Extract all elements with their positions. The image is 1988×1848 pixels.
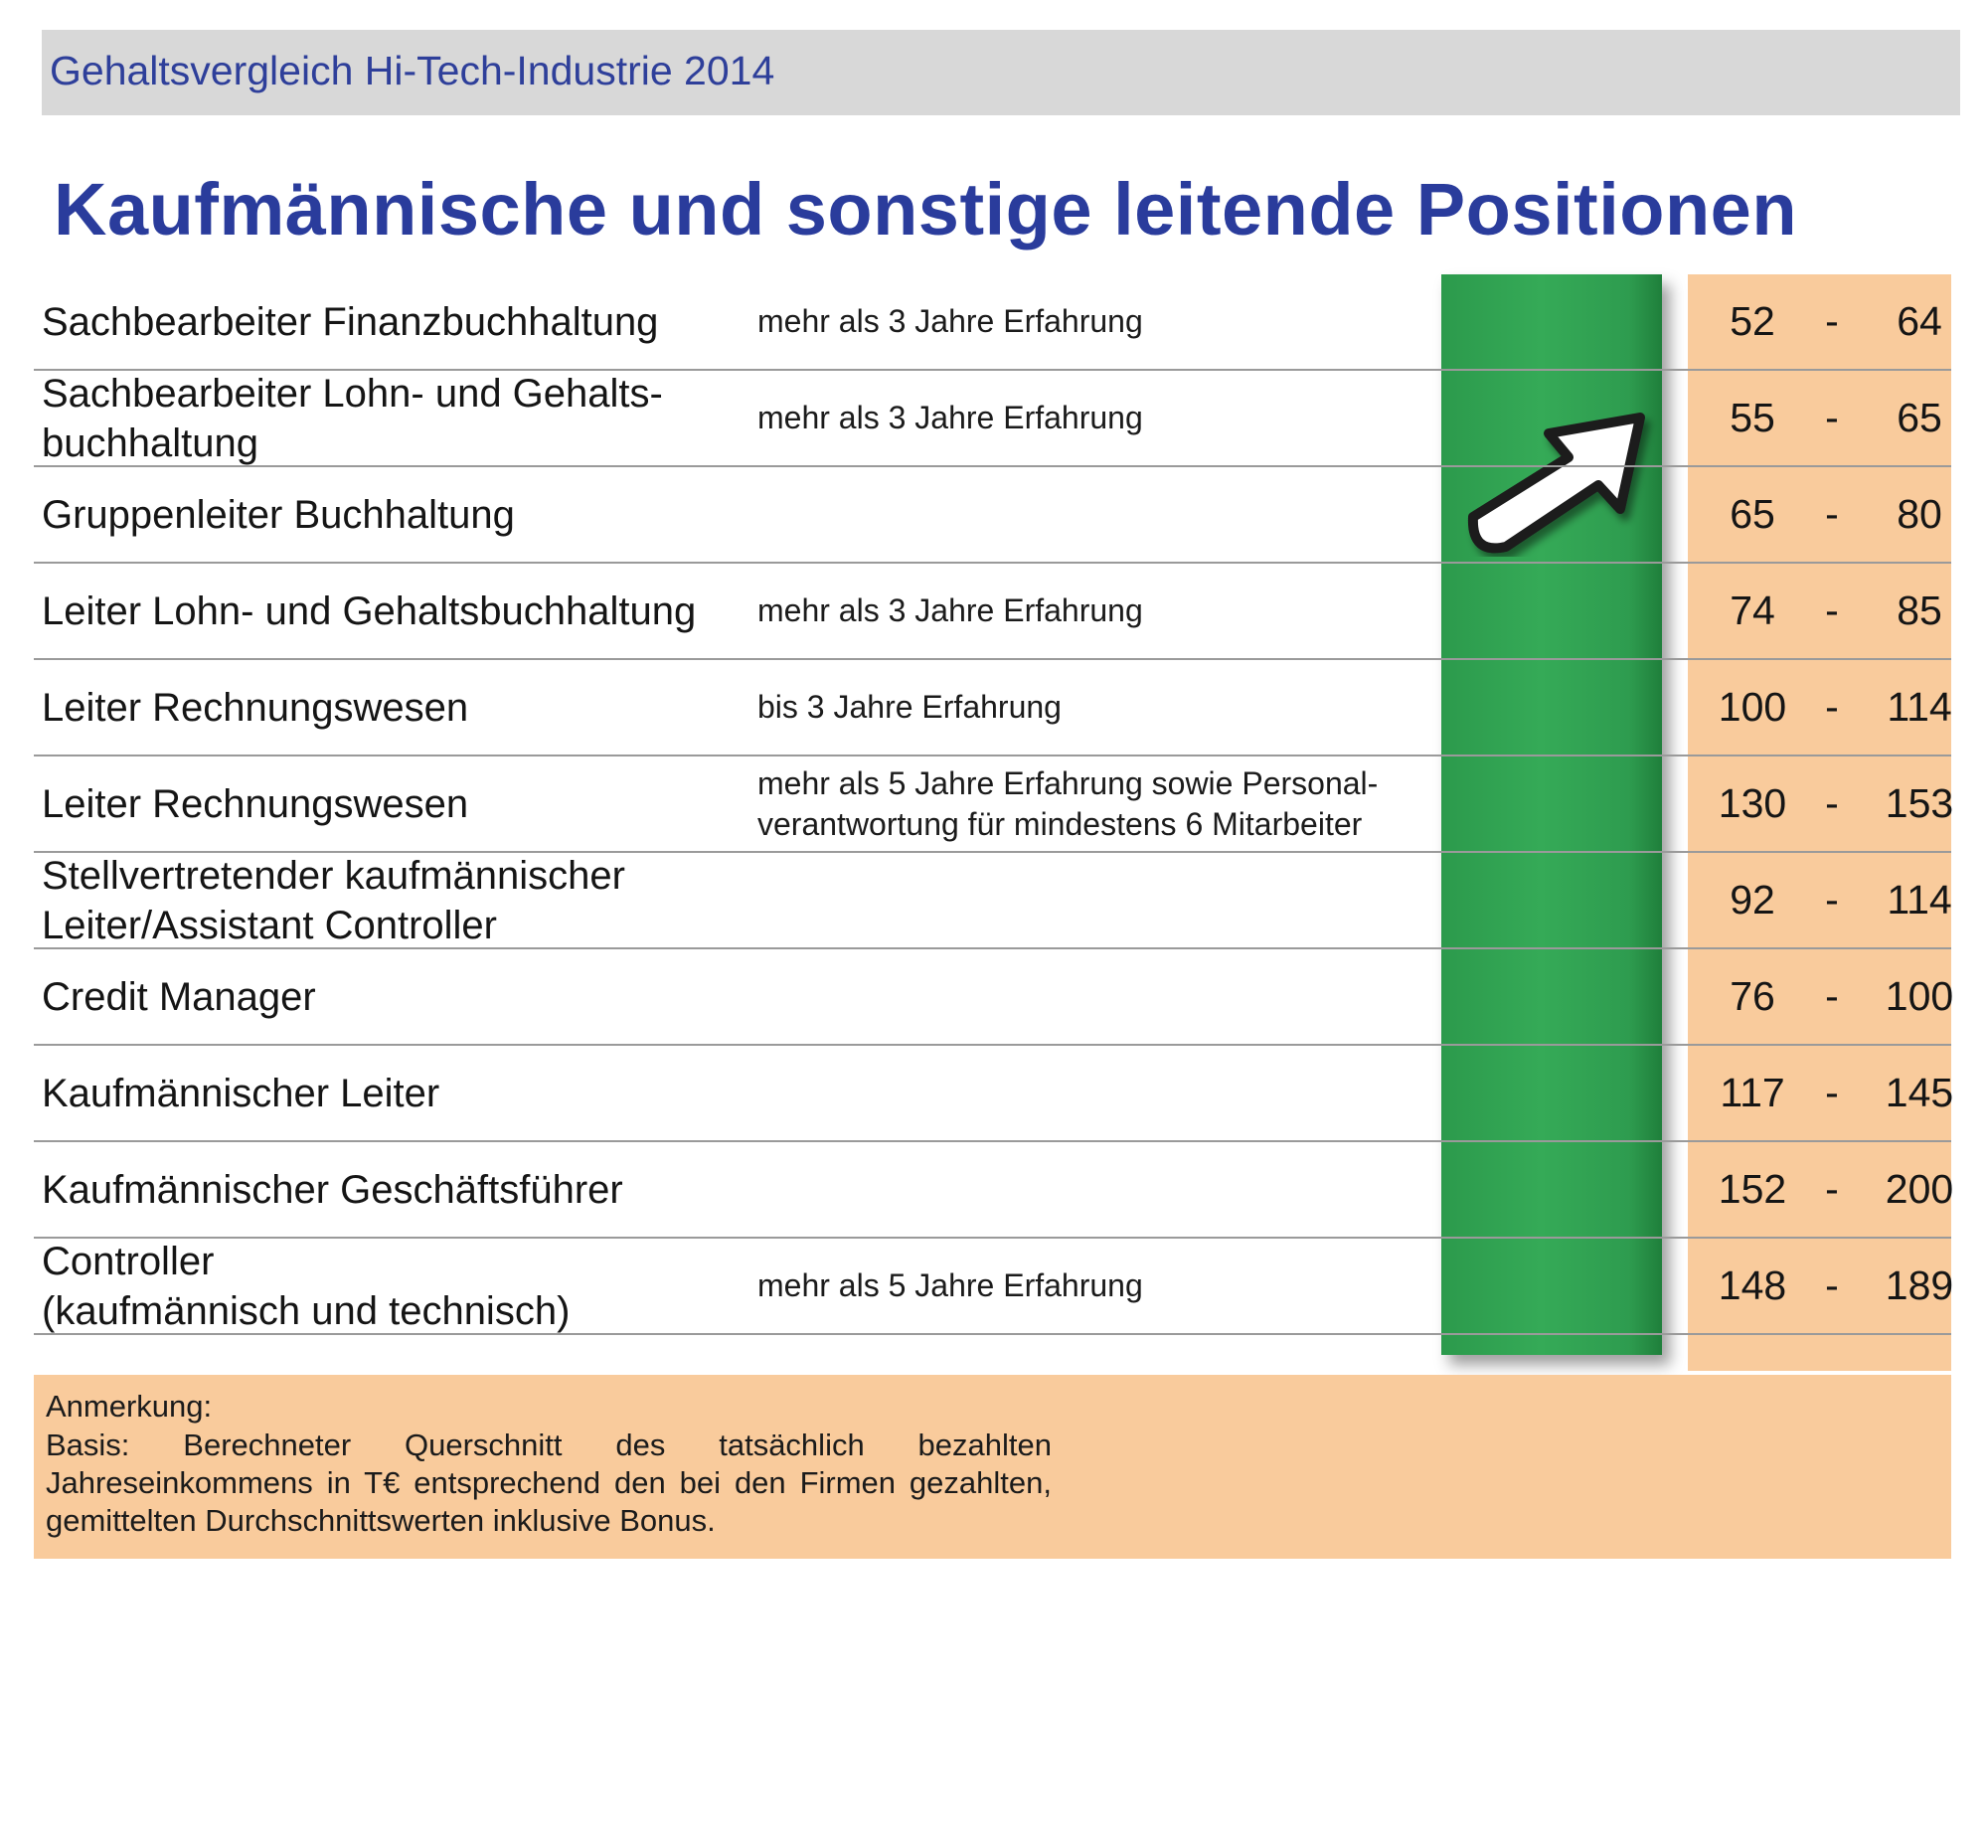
position-label-text: Gruppenleiter Buchhaltung — [42, 492, 515, 537]
salary-range-separator-text: - — [1825, 684, 1839, 730]
salary-range-separator-text: - — [1825, 1262, 1839, 1308]
salary-min-text: 152 — [1718, 1166, 1787, 1212]
experience-note-text: bis 3 Jahre Erfahrung — [757, 689, 1062, 725]
table-row — [34, 1046, 1954, 1142]
salary-range-separator-text: - — [1825, 1070, 1839, 1115]
salary-range-separator — [1817, 660, 1847, 755]
table-row — [34, 467, 1951, 564]
salary-max-text: 114 — [1887, 684, 1952, 730]
salary-min — [1688, 949, 1817, 1044]
table-row — [34, 274, 1951, 371]
position-label — [42, 274, 757, 369]
salary-range-separator — [1817, 853, 1847, 947]
salary-max — [1855, 660, 1984, 755]
salary-range-separator — [1817, 1142, 1847, 1237]
salary-min — [1688, 371, 1817, 465]
salary-max — [1855, 949, 1984, 1044]
footnote-box — [34, 1375, 1951, 1559]
salary-range-separator — [1817, 1239, 1847, 1333]
position-label-text: Sachbearbeiter Lohn- und Gehalts- buchhaltung — [42, 371, 663, 465]
salary-min — [1688, 564, 1817, 658]
table-row — [34, 1142, 1954, 1239]
position-label-text: Controller (kaufmännisch und technisch) — [42, 1239, 571, 1333]
salary-min-text: 74 — [1730, 588, 1775, 633]
salary-max — [1855, 371, 1984, 465]
salary-range-separator — [1817, 274, 1847, 369]
salary-min-text: 130 — [1718, 780, 1787, 826]
salary-max — [1855, 467, 1984, 562]
experience-note — [757, 756, 1453, 851]
position-label-text: Kaufmännischer Geschäftsführer — [42, 1167, 623, 1212]
salary-min — [1688, 660, 1817, 755]
header-title: Gehaltsvergleich Hi-Tech-Industrie 2014 — [50, 48, 775, 93]
table-row — [34, 660, 1951, 756]
salary-range-separator — [1817, 949, 1847, 1044]
salary-range-separator-text: - — [1825, 491, 1839, 537]
salary-range-separator-text: - — [1825, 780, 1839, 826]
position-label — [42, 1046, 757, 1140]
salary-min-text: 117 — [1720, 1070, 1785, 1115]
salary-max — [1855, 853, 1984, 947]
salary-min-text: 65 — [1730, 491, 1775, 537]
table-row — [34, 949, 1954, 1046]
experience-note — [757, 371, 1453, 465]
position-label — [42, 660, 757, 755]
salary-max-text: 145 — [1885, 1070, 1954, 1115]
footnote-heading: Anmerkung: — [46, 1389, 213, 1424]
salary-min — [1688, 1239, 1817, 1333]
salary-max-text: 189 — [1885, 1262, 1954, 1308]
salary-min-text: 55 — [1730, 395, 1775, 440]
position-label-text: Sachbearbeiter Finanzbuchhaltung — [42, 299, 659, 344]
experience-note-text: mehr als 5 Jahre Erfahrung sowie Personal- verantwortung für mindestens 6 Mitarbeiter — [757, 764, 1379, 842]
salary-max-text: 65 — [1897, 395, 1942, 440]
experience-note-text: mehr als 5 Jahre Erfahrung — [757, 1267, 1143, 1303]
salary-min-text: 76 — [1730, 973, 1775, 1019]
salary-min-text: 52 — [1730, 298, 1775, 344]
salary-range-separator — [1817, 371, 1847, 465]
salary-range-separator-text: - — [1825, 588, 1839, 633]
salary-min — [1688, 1046, 1817, 1140]
salary-max — [1855, 564, 1984, 658]
salary-min — [1688, 467, 1817, 562]
table-row — [34, 756, 1954, 853]
salary-max — [1855, 756, 1984, 851]
table-row — [34, 371, 1951, 467]
salary-min-text: 92 — [1730, 877, 1775, 923]
salary-max-text: 114 — [1887, 877, 1952, 923]
footnote-text: Basis: Berechneter Querschnitt des tatsächlich bezahlten Jahreseinkommens in T€ entsprechend den bei den Firmen gezahlten, gemittelten Durchschnittswerten inklusive Bonus. — [46, 1428, 1052, 1538]
salary-max-text: 85 — [1897, 588, 1942, 633]
salary-range-separator-text: - — [1825, 973, 1839, 1019]
salary-min — [1688, 756, 1817, 851]
salary-range-separator-text: - — [1825, 877, 1839, 923]
salary-range-separator — [1817, 467, 1847, 562]
experience-note — [757, 564, 1453, 658]
salary-range-separator-text: - — [1825, 1166, 1839, 1212]
table-row — [34, 1239, 1954, 1335]
salary-range-separator — [1817, 756, 1847, 851]
experience-note — [757, 467, 1453, 562]
experience-note-text: mehr als 3 Jahre Erfahrung — [757, 303, 1143, 339]
table-row — [34, 564, 1951, 660]
experience-note — [757, 949, 1453, 1044]
position-label-text: Leiter Rechnungswesen — [42, 781, 469, 826]
salary-max — [1855, 1142, 1984, 1237]
position-label-text: Leiter Rechnungswesen — [42, 685, 469, 730]
position-label-text: Stellvertretender kaufmännischer Leiter/Assistant Controller — [42, 853, 625, 947]
experience-note-text: mehr als 3 Jahre Erfahrung — [757, 592, 1143, 628]
position-label — [42, 467, 757, 562]
experience-note — [757, 1239, 1453, 1333]
position-label-text: Kaufmännischer Leiter — [42, 1071, 440, 1115]
salary-max-text: 200 — [1885, 1166, 1954, 1212]
table-row — [34, 853, 1951, 949]
salary-max-text: 64 — [1897, 298, 1942, 344]
experience-note — [757, 274, 1453, 369]
position-label-text: Credit Manager — [42, 974, 316, 1019]
position-label — [42, 1142, 757, 1237]
experience-note — [757, 853, 1453, 947]
salary-range-separator — [1817, 564, 1847, 658]
salary-min — [1688, 274, 1817, 369]
position-label — [42, 1239, 757, 1333]
experience-note — [757, 1046, 1453, 1140]
salary-max-text: 153 — [1885, 780, 1954, 826]
position-label — [42, 949, 757, 1044]
salary-max — [1855, 1046, 1984, 1140]
salary-max — [1855, 274, 1984, 369]
salary-min-text: 100 — [1718, 684, 1787, 730]
salary-max — [1855, 1239, 1984, 1333]
experience-note — [757, 660, 1453, 755]
salary-min-text: 148 — [1718, 1262, 1787, 1308]
salary-max-text: 80 — [1897, 491, 1942, 537]
position-label — [42, 853, 757, 947]
experience-note — [757, 1142, 1453, 1237]
section-title: Kaufmännische und sonstige leitende Positionen — [54, 168, 1798, 251]
salary-range-separator-text: - — [1825, 395, 1839, 440]
position-label — [42, 371, 757, 465]
salary-range-separator — [1817, 1046, 1847, 1140]
salary-max-text: 100 — [1885, 973, 1954, 1019]
position-label — [42, 564, 757, 658]
experience-note-text: mehr als 3 Jahre Erfahrung — [757, 400, 1143, 435]
salary-min — [1688, 1142, 1817, 1237]
salary-table — [34, 274, 1954, 1335]
position-label-text: Leiter Lohn- und Gehaltsbuchhaltung — [42, 588, 697, 633]
position-label — [42, 756, 757, 851]
salary-range-separator-text: - — [1825, 298, 1839, 344]
salary-min — [1688, 853, 1817, 947]
